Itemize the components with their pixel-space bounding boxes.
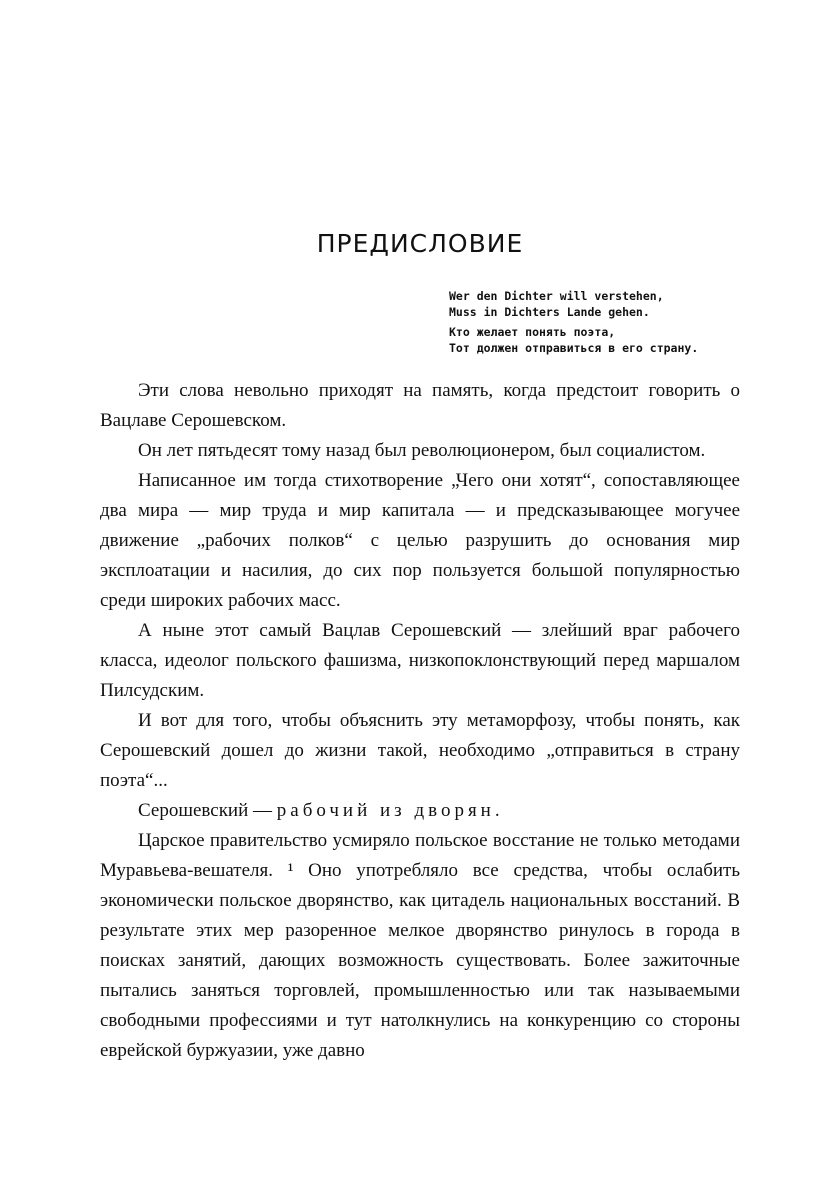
heading-prefix: Серошевский — — [138, 800, 277, 821]
paragraph: Царское правительство усмиряло польское восстание не только методами Муравьева-вешателя. ¹ Оно употребляло все средства, чтобы ослабить экономически польское дворянство, как цитадель национальных восстаний. В результате этих мер разоренное мелкое дворянство ринулось в города в поисках занятий, дающих возможность существовать. Более зажиточные пытались заняться торговлей, промышленностью или так называемыми свободными профессиями и тут натолкнулись на конкуренцию со стороны еврейской буржуазии, уже давно — [100, 830, 740, 1061]
epigraph-russian-line-2: Тот должен отправиться в его страну. — [449, 341, 699, 355]
paragraph: Написанное им тогда стихотворение „Чего они хотят“, сопоставляющее два мира — мир труда и мир капитала — и предсказывающее могучее движение „рабочих полков“ с целью разрушить до основания мир эксплоатации и насилия, до сих пор пользуется большой популярностью среди широких рабочих масс. — [100, 470, 740, 611]
heading-spaced-text: рабочий из дворян. — [276, 800, 504, 821]
body-text — [100, 376, 740, 1066]
paragraph: И вот для того, чтобы объяснить эту метаморфозу, чтобы понять, как Серошевский дошел до жизни такой, необходимо „отправиться в страну поэта“... — [100, 710, 740, 791]
epigraph-russian-line-1: Кто желает понять поэта, — [449, 325, 616, 339]
epigraph-german-line-2: Muss in Dichters Lande gehen. — [449, 305, 650, 319]
paragraph: Он лет пятьдесят тому назад был революционером, был социалистом. — [138, 440, 706, 461]
paragraph: Эти слова невольно приходят на память, когда предстоит говорить о Вацлаве Серошевском. — [100, 380, 740, 431]
epigraph — [449, 288, 759, 356]
section-heading-line — [100, 796, 740, 826]
epigraph-german-line-1: Wer den Dichter will verstehen, — [449, 289, 664, 303]
paragraph: А ныне этот самый Вацлав Серошевский — злейший враг рабочего класса, идеолог польского фашизма, низкопоклонствующий перед маршалом Пилсудским. — [100, 620, 740, 701]
page-title: ПРЕДИСЛОВИЕ — [316, 229, 524, 258]
